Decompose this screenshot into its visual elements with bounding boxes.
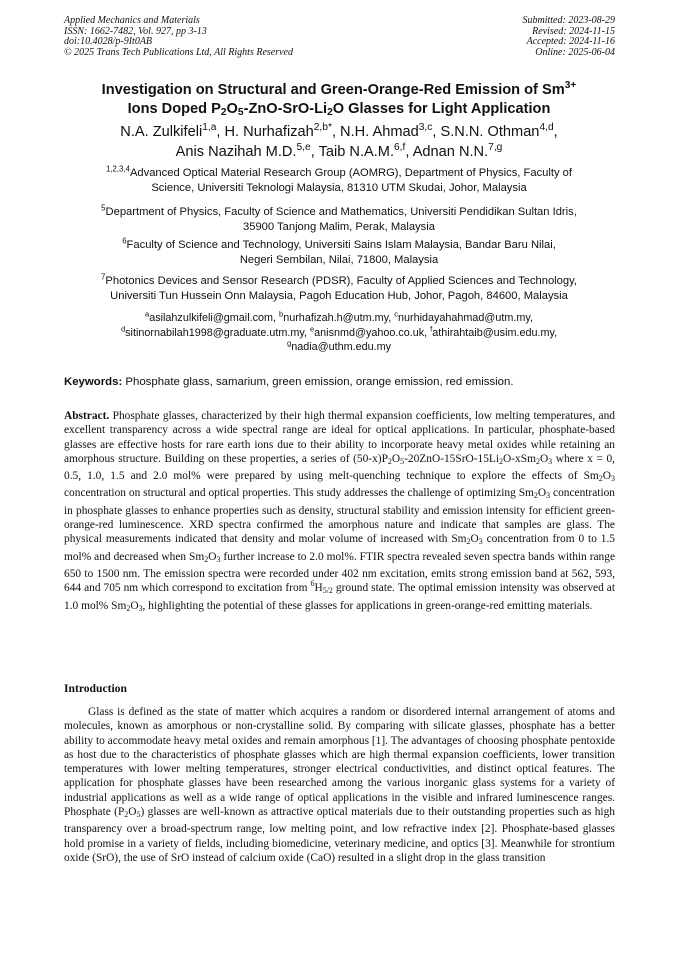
author-sup: 5,e <box>296 142 311 154</box>
subscript: 5 <box>400 456 405 466</box>
subscript: 3 <box>611 474 615 484</box>
email-address[interactable]: anisnmd@yahoo.co.uk <box>314 326 425 339</box>
subscript: 2 <box>204 554 209 564</box>
affiliation-line: 35900 Tanjong Malim, Perak, Malaysia <box>243 221 435 233</box>
email-sup: e <box>309 323 315 333</box>
subscript: 3 <box>548 456 553 466</box>
affiliation <box>40 166 638 196</box>
copyright-line: © 2025 Trans Tech Publications Ltd, All Rights Reserved <box>64 46 293 58</box>
introduction-heading: Introduction <box>64 682 127 695</box>
author-sup: 2,b* <box>313 122 332 134</box>
affiliation-line: Faculty of Science and Technology, Universiti Sains Islam Malaysia, Bandar Baru Nilai, <box>126 239 556 251</box>
abstract-text: O <box>602 470 612 483</box>
affiliation-line: Department of Physics, Faculty of Science and Mathematics, Universiti Pendidikan Sultan Idris, <box>105 206 577 218</box>
subscript: 3 <box>478 537 483 547</box>
subscript: 3 <box>546 491 551 501</box>
doi-line: doi:10.4028/p-9It0AB <box>64 36 153 47</box>
abstract-text: further increase to 2.0 mol%. FTIR spectra revealed seven spectra bands within range 650 to 1500 nm. The emission spectra were recorded under 402 nm excitation, emits strong emission band at 562, 593, 644 and 705 nm which correspond to excitation from <box>64 550 616 595</box>
intro-text: Glass is defined as the state of matter which acquires a random or disordered internal arrangement of atoms and molecules, known as amorphous or non-crystalline solid. By comparing with silicate glasses, phosphate has a better ability to accommodate heavy metal oxides and remain amorphous [1]. The advantages of choosing phosphate pentoxide as host due to the characteristics of phosphate glasses which are high thermal expansion coefficients, lower transition temperatures with lower melting temperatures, stronger electrical conductivities, and distinct optical features. The application for phosphate glasses have been researched among the various inorganic glass systems for a variety of industrial applications as well as a wide range of optical applications in the visible and infrared luminescence ranges. Phosphate (P <box>64 706 615 819</box>
author-sup: 3,c <box>418 122 433 134</box>
title-text: Investigation on Structural and Green-Orange-Red Emission of Sm <box>101 82 565 98</box>
affiliation <box>40 274 638 304</box>
author-name: Adnan N.N. <box>412 144 489 160</box>
abstract-text: O <box>208 550 217 563</box>
abstract-text: concentration in phosphate glasses to enhance properties such as density, structural stability and emission intensity for efficient green-orange-red luminescence. XRD spectra confirmed the amorphous nature and indicate that samples are glass. The physical measurements indicated that density and molar volume of increased with Sm <box>64 487 615 546</box>
paper-title <box>40 81 638 122</box>
abstract-text: concentration from 0 to 1.5 mol% and decreased when Sm <box>64 533 615 563</box>
subscript: 2 <box>466 537 471 547</box>
introduction-body <box>64 705 615 865</box>
subscript: 3 <box>138 603 143 613</box>
affiliation-line: Universiti Tun Hussein Onn Malaysia, Pagoh Education Hub, Johor, Pagoh, 84600, Malaysia <box>110 290 568 302</box>
abstract-text: O <box>391 452 401 465</box>
author-sup: 7,g <box>488 142 503 154</box>
email-sup: f <box>430 323 433 333</box>
email-sup: d <box>120 323 126 333</box>
abstract-text: -20ZnO-15SrO-15Li <box>404 452 500 465</box>
issn-line: ISSN: 1662-7482, Vol. 927, pp 3-13 <box>64 25 207 37</box>
email-address[interactable]: nurhafizah.h@utm.my <box>283 312 389 324</box>
title-sub: 2 <box>327 107 333 118</box>
email-address[interactable]: asilahzulkifeli@gmail.com <box>149 312 273 324</box>
title-text: O Glasses for Light Application <box>332 101 551 117</box>
abstract-text: O-xSm <box>503 452 536 465</box>
abstract-text: concentration on structural and optical properties. This study addresses the challenge of optimizing Sm <box>64 487 534 500</box>
intro-text: ) glasses are well-known as attractive optical materials due to their outstanding properties such as high transparency over a broad-spectrum range, low melting point, and low refractive index [2]. Phosphate-based glasses hold promise in a variety of fields, including biomedicine, veterinary medicine, and optics [3]. Meanwhile for strontium oxide (SrO), the use of SrO instead of calcium oxide (CaO) resulted in a slight drop in the glass transition <box>64 806 615 864</box>
affiliation-sup: 5 <box>101 203 106 213</box>
abstract-text: ground state. The optimal emission intensity was observed at 1.0 mol% Sm <box>64 582 615 612</box>
keywords-label: Keywords: <box>64 376 123 388</box>
abstract-text: H <box>314 582 323 595</box>
subscript: 2 <box>598 474 603 484</box>
affiliation <box>40 238 638 268</box>
email-address[interactable]: sitinornabilah1998@graduate.utm.my <box>125 326 304 339</box>
intro-text: O <box>128 806 137 819</box>
title-text: -ZnO-SrO-Li <box>243 101 328 117</box>
author-name: Anis Nazihah M.D. <box>175 144 297 160</box>
author-sup: 6,f <box>394 142 406 154</box>
abstract-text: O <box>130 599 139 612</box>
author-name: S.N.N. Othman <box>440 124 540 140</box>
author-sup: 4,d <box>539 122 554 134</box>
email-sup: b <box>279 309 284 319</box>
affiliation-line: Advanced Optical Material Research Group (AOMRG), Department of Physics, Faculty of <box>129 167 573 179</box>
superscript: 6 <box>310 579 315 589</box>
email-address[interactable]: nadia@uthm.edu.my <box>291 341 391 353</box>
online-date: Online: 2025-06-04 <box>535 46 615 58</box>
subscript: 2 <box>533 491 538 501</box>
subscript: 2 <box>535 456 540 466</box>
keywords-text: Phosphate glass, samarium, green emission, orange emission, red emission. <box>125 376 514 388</box>
abstract-text: where x = 0, 0.5, 1.0, 1.5 and 2.0 mol% were prepared by using melt-quenching technique to explore the effects of Sm <box>64 452 615 483</box>
journal-name: Applied Mechanics and Materials <box>64 15 200 26</box>
subscript: 5/2 <box>322 586 333 596</box>
title-sup: 3+ <box>564 80 577 92</box>
subscript: 5 <box>136 810 141 820</box>
email-list: $^a$asilahzulkifeli@gmail.com, $^b$nurhafizah.h@utm.my, $^c$nurhidayahahmad@utm.my, $^d$sitinornabilah1998@graduate.utm.my, $^e$anisnmd@yahoo.co.uk, $^f$athirahtaib@usim.edu.my, $^g$nadia@uthm.edu.my <box>120 309 558 353</box>
affiliation <box>40 205 638 235</box>
email-sup: c <box>394 309 398 319</box>
author-name: N.A. Zulkifeli <box>120 124 203 140</box>
submitted-date: Submitted: 2023-08-29 <box>522 15 615 26</box>
abstract-text: , highlighting the potential of these glasses for applications in green-orange-red emitting materials. <box>142 599 593 612</box>
accepted-date: Accepted: 2024-11-16 <box>526 36 615 47</box>
subscript: 3 <box>216 554 221 564</box>
title-sub: 5 <box>237 107 244 118</box>
abstract-text: O <box>470 533 479 546</box>
title-text: O <box>226 101 238 117</box>
affiliation-line: Negeri Sembilan, Nilai, 71800, Malaysia <box>239 254 439 266</box>
email-address[interactable]: nurhidayahahmad@utm.my <box>397 312 530 324</box>
affiliation-line: Photonics Devices and Sensor Research (PDSR), Faculty of Applied Sciences and Technology, <box>105 275 577 287</box>
subscript: 2 <box>387 456 392 466</box>
submission-dates <box>523 16 616 58</box>
affiliation-sup: 6 <box>122 236 127 246</box>
abstract-text: Phosphate glasses, characterized by their high thermal expansion coefficients, low melting temperatures, and excellent transparency across a wide spectral range are ideal for optical applications. In particular, phosphate-based glasses are effective hosts for rare earth ions due to their ability to incorporate heavy metal oxides while retaining an amorphous structure. Building on these properties, a series of (50-x)P <box>64 410 615 465</box>
affiliation-sup: 1,2,3,4 <box>105 164 130 174</box>
author-sup: 1,a <box>202 122 217 134</box>
affiliation-line: Science, Universiti Teknologi Malaysia, 81310 UTM Skudai, Johor, Malaysia <box>151 182 527 194</box>
email-sup: g <box>287 338 292 348</box>
subscript: 2 <box>126 603 131 613</box>
affiliation-sup: 7 <box>101 272 106 282</box>
email-address[interactable]: athirahtaib@usim.edu.my <box>432 326 555 339</box>
email-sup: a <box>145 309 150 319</box>
author-name: H. Nurhafizah <box>224 124 314 140</box>
author-list: N.A. Zulkifeli$^{1,a}$, H. Nurhafizah$^{2,b*}$, N.H. Ahmad$^{3,c}$, S.N.N. Othman$^{4,d}$, Anis Nazihah M.D.$^{5,e}$, Taib N.A.M.$^{6,f}$, Adnan N.N.$^{7,g}$ <box>120 122 558 160</box>
abstract-text: O <box>539 452 549 465</box>
abstract-text: O <box>537 487 547 500</box>
subscript: 2 <box>124 810 129 820</box>
abstract-label: Abstract. <box>64 410 110 422</box>
title-sub: 2 <box>220 107 227 118</box>
journal-info <box>64 16 293 58</box>
keywords <box>64 376 624 388</box>
abstract <box>64 409 615 616</box>
author-name: Taib N.A.M. <box>318 144 394 160</box>
author-name: N.H. Ahmad <box>340 124 419 140</box>
title-text: Ions Doped P <box>127 101 221 117</box>
subscript: 2 <box>499 456 504 466</box>
revised-date: Revised: 2024-11-15 <box>532 25 615 37</box>
